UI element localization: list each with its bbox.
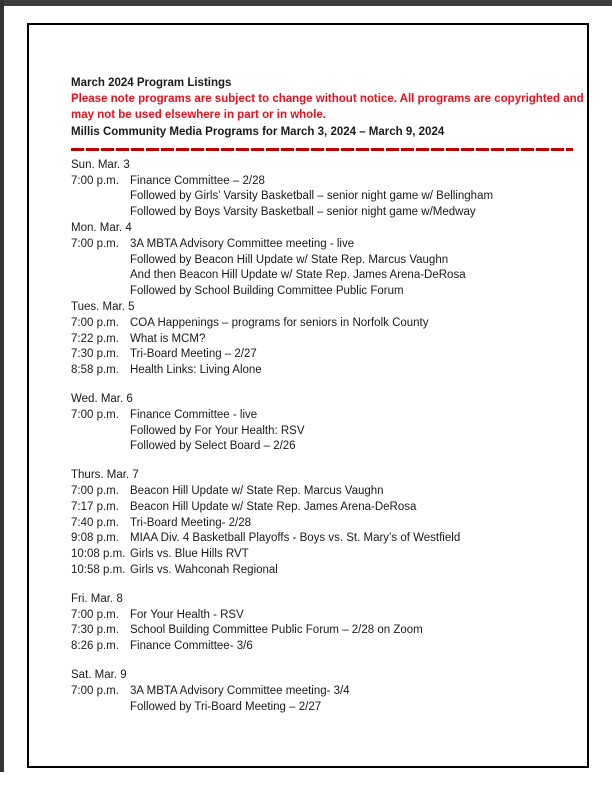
- program-time: 7:30 p.m.: [71, 624, 119, 637]
- program-title: And then Beacon Hill Update w/ State Rep. James Arena-DeRosa: [130, 269, 466, 282]
- program-title: 3A MBTA Advisory Committee meeting - live: [130, 237, 355, 250]
- program-row: [71, 189, 573, 205]
- day-label: Mon. Mar. 4: [71, 222, 132, 234]
- program-row: [71, 623, 573, 639]
- window-left-edge-bar: [0, 0, 4, 772]
- day-section: [71, 221, 573, 300]
- program-row: [71, 253, 573, 269]
- day-label: Fri. Mar. 8: [71, 592, 123, 605]
- red-dashed-divider: [71, 148, 573, 151]
- program-row: [71, 408, 573, 424]
- copyright-notice-line-2: may not be used elsewhere in part or in whole.: [71, 109, 326, 122]
- program-title: MIAA Div. 4 Basketball Playoffs - Boys vs. St. Mary’s of Westfield: [130, 532, 461, 545]
- program-time: 9:08 p.m.: [71, 532, 119, 545]
- page-content: [71, 75, 584, 715]
- program-row: [71, 547, 573, 563]
- program-time: 8:58 p.m.: [71, 364, 119, 377]
- program-title: Followed by For Your Health: RSV: [130, 424, 305, 437]
- day-label: Thurs. Mar. 7: [71, 469, 139, 482]
- program-title: Followed by Boys Varsity Basketball – senior night game w/Medway: [130, 206, 476, 219]
- program-row: [71, 284, 573, 300]
- program-title: Girls vs. Blue Hills RVT: [130, 548, 249, 561]
- program-time: [71, 700, 130, 716]
- program-title: Finance Committee - live: [130, 408, 258, 421]
- day-section: [71, 468, 573, 579]
- day-section: [71, 158, 573, 221]
- day-label: Sat. Mar. 9: [71, 668, 127, 681]
- day-section: [71, 300, 573, 379]
- program-title: Followed by Girls’ Varsity Basketball – senior night game w/ Bellingham: [130, 190, 494, 203]
- program-time: 7:00 p.m.: [71, 174, 119, 187]
- program-time: 10:58 p.m.: [71, 563, 126, 576]
- program-title: Beacon Hill Update w/ State Rep. Marcus Vaughn: [130, 484, 384, 497]
- program-time: [71, 439, 130, 455]
- program-row: [71, 316, 573, 332]
- program-title: Tri-Board Meeting – 2/27: [130, 348, 257, 361]
- program-time: 8:26 p.m.: [71, 640, 119, 653]
- program-time: 7:00 p.m.: [71, 484, 119, 497]
- copyright-notice-line-1: Please note programs are subject to change without notice. All programs are copyrighted and: [71, 93, 584, 106]
- program-row: [71, 424, 573, 440]
- program-title: Followed by School Building Committee Public Forum: [130, 285, 404, 298]
- program-row: [71, 174, 573, 190]
- program-time: [71, 205, 130, 221]
- program-title: What is MCM?: [130, 332, 206, 345]
- program-row: [71, 563, 573, 579]
- program-row: [71, 700, 573, 716]
- program-title: Finance Committee – 2/28: [130, 174, 265, 187]
- program-time: 7:00 p.m.: [71, 684, 119, 697]
- program-row: [71, 516, 573, 532]
- program-title: Followed by Tri-Board Meeting – 2/27: [130, 700, 322, 713]
- program-title: Followed by Select Board – 2/26: [130, 440, 296, 453]
- program-week-heading: Millis Community Media Programs for March 3, 2024 – March 9, 2024: [71, 125, 445, 138]
- program-time: 7:17 p.m.: [71, 500, 119, 513]
- program-row: [71, 684, 573, 700]
- program-title: COA Happenings – programs for seniors in Norfolk County: [130, 316, 429, 329]
- document-page: [27, 23, 589, 768]
- program-row: [71, 363, 573, 379]
- program-time: 7:40 p.m.: [71, 516, 119, 529]
- program-time: [71, 284, 130, 300]
- program-row: [71, 332, 573, 348]
- day-label: Tues. Mar. 5: [71, 300, 135, 313]
- day-section: [71, 668, 573, 715]
- program-row: [71, 484, 573, 500]
- program-row: [71, 237, 573, 253]
- program-row: [71, 268, 573, 284]
- program-time: 7:22 p.m.: [71, 332, 119, 345]
- program-time: 7:00 p.m.: [71, 237, 119, 250]
- program-time: 7:30 p.m.: [71, 348, 119, 361]
- program-row: [71, 639, 573, 655]
- day-label: Sun. Mar. 3: [71, 158, 130, 171]
- program-time: [71, 268, 130, 284]
- program-time: 7:00 p.m.: [71, 608, 119, 621]
- day-section: [71, 592, 573, 655]
- program-schedule: [71, 158, 573, 716]
- program-time: [71, 424, 130, 440]
- program-row: [71, 347, 573, 363]
- program-title: For Your Health - RSV: [130, 608, 244, 621]
- day-section: [71, 392, 573, 455]
- program-row: [71, 531, 573, 547]
- day-label: Wed. Mar. 6: [71, 392, 133, 405]
- program-title: Followed by Beacon Hill Update w/ State Rep. Marcus Vaughn: [130, 253, 449, 266]
- program-row: [71, 439, 573, 455]
- program-time: 7:00 p.m.: [71, 316, 119, 329]
- window-top-edge-bar: [0, 0, 612, 6]
- program-row: [71, 500, 573, 516]
- program-title: Finance Committee- 3/6: [130, 640, 253, 653]
- program-title: Tri-Board Meeting- 2/28: [130, 516, 252, 529]
- program-title: Beacon Hill Update w/ State Rep. James Arena-DeRosa: [130, 500, 417, 513]
- program-row: [71, 608, 573, 624]
- program-time: 7:00 p.m.: [71, 408, 119, 421]
- program-title: School Building Committee Public Forum – 2/28 on Zoom: [130, 624, 423, 637]
- program-time: [71, 253, 130, 269]
- program-time: 10:08 p.m.: [71, 548, 126, 561]
- program-title: Health Links: Living Alone: [130, 364, 262, 377]
- program-time: [71, 189, 130, 205]
- doc-title: March 2024 Program Listings: [71, 77, 232, 89]
- program-title: Girls vs. Wahconah Regional: [130, 563, 278, 576]
- program-title: 3A MBTA Advisory Committee meeting- 3/4: [130, 684, 350, 697]
- program-row: [71, 205, 573, 221]
